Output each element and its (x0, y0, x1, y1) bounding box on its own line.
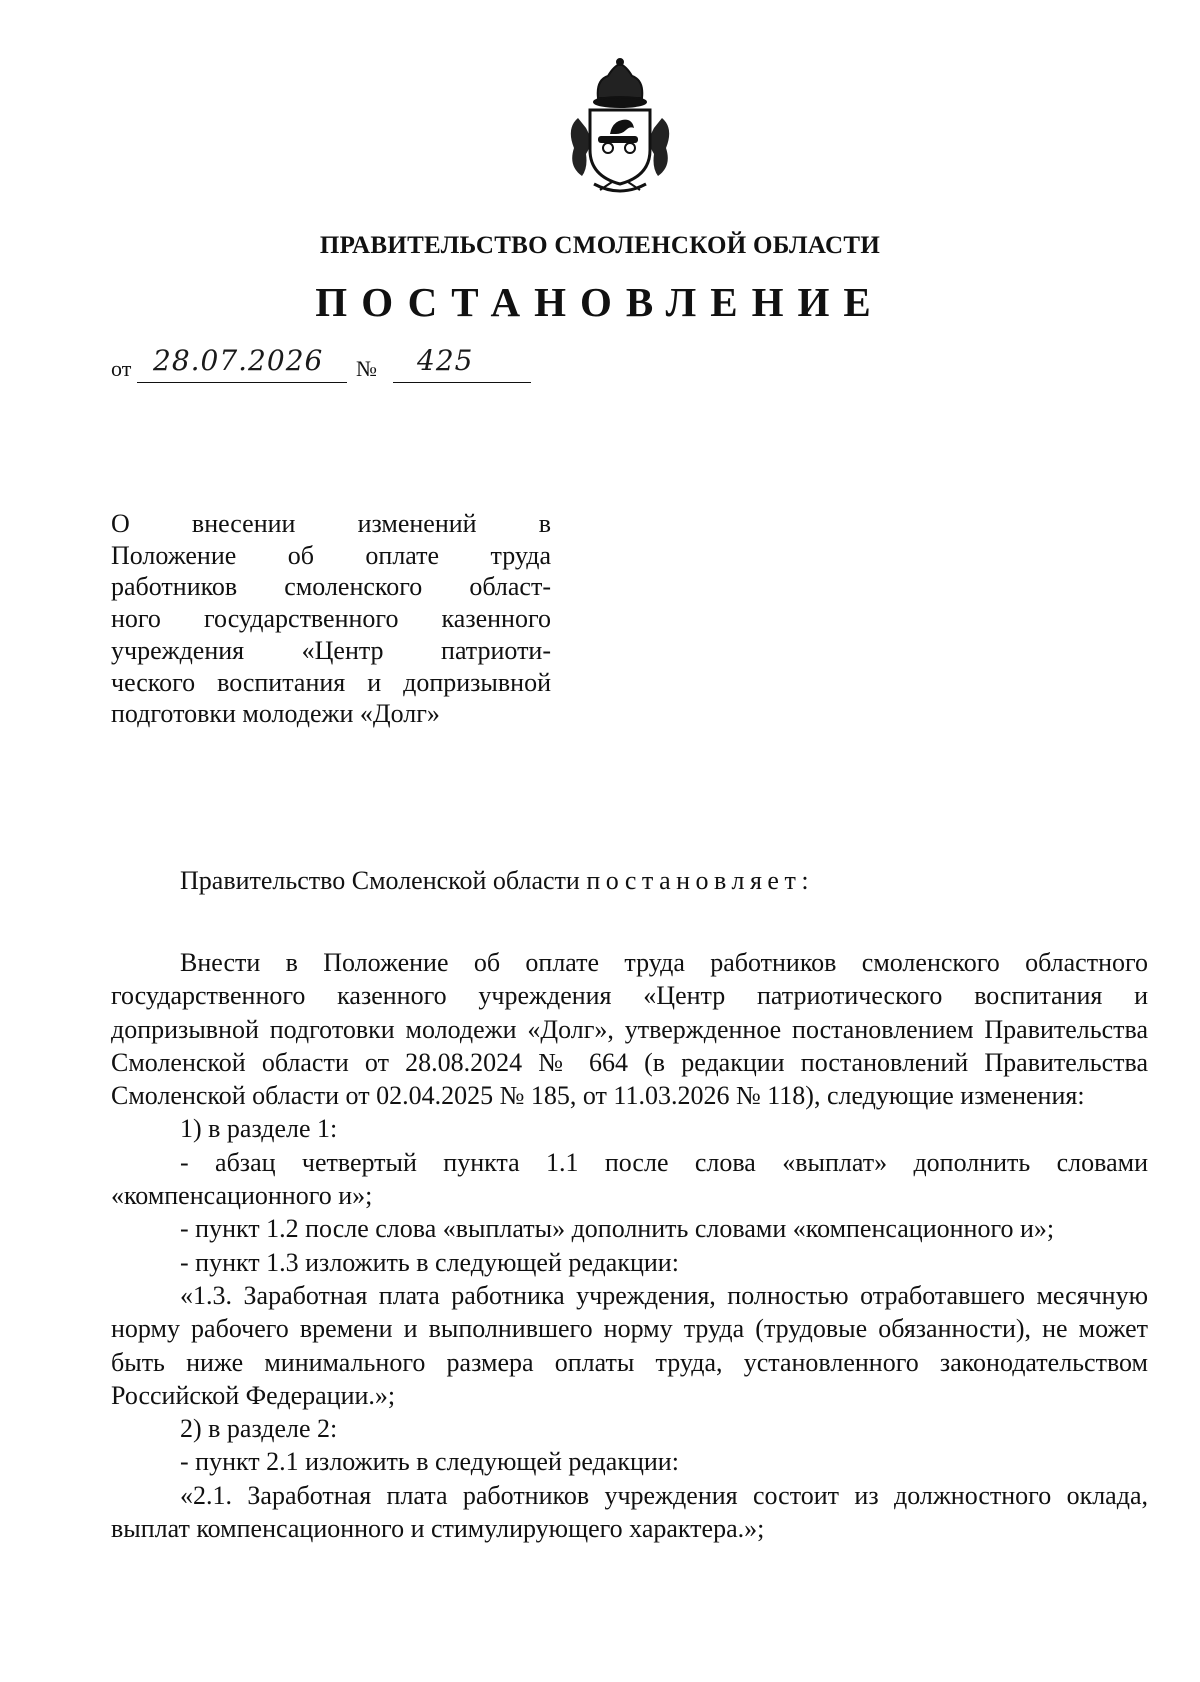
subject-line: подготовки молодежи «Долг» (111, 699, 440, 729)
number-label: № (356, 356, 377, 381)
subject-line: О внесении изменений в (111, 509, 551, 538)
document-body (111, 946, 1148, 1545)
subject-line: работников смоленского област- (111, 572, 551, 602)
handwritten-number: 425 (417, 344, 474, 377)
item-2-1: - пункт 2.1 изложить в следующей редакции: (180, 1447, 679, 1477)
item-1-3: - пункт 1.3 изложить в следующей редакции: (180, 1247, 679, 1277)
item-1-1: - абзац четвертый пункта 1.1 после слова «выплат» дополнить словами «компенсационного и»; (111, 1147, 1148, 1211)
item-1-2: - пункт 1.2 после слова «выплаты» дополнить словами «компенсационного и»; (180, 1214, 1055, 1244)
section-1-heading: 1) в разделе 1: (180, 1114, 338, 1144)
number-underline (393, 382, 531, 383)
document-type: ПОСТАНОВЛЕНИЕ (315, 279, 885, 325)
decree-verb: постановляет: (586, 866, 815, 895)
date-underline (137, 382, 347, 383)
decree-lead: Правительство Смоленской области (180, 866, 580, 895)
subject-line: учреждения «Центр патриоти- (111, 635, 551, 665)
handwritten-date: 28.07.2026 (153, 344, 324, 377)
subject-block (111, 508, 551, 730)
decree-statement (180, 866, 814, 896)
subject-line: ческого воспитания и допризывной (111, 667, 551, 697)
section-2-heading: 2) в разделе 2: (180, 1414, 338, 1444)
government-title: ПРАВИТЕЛЬСТВО СМОЛЕНСКОЙ ОБЛАСТИ (319, 232, 881, 259)
intro-paragraph: Внести в Положение об оплате труда работников смоленского областного государственного казенного учреждения «Центр патриотического воспитания и допризывной подготовки молодежи «Долг», утвержденное постановлением Правительства Смоленской области от 28.08.2024 № 664 (в редакции постановлений Правительства Смоленской области от 02.04.2025 № 185, от 11.03.2026 № 118), следующие изменения: (111, 948, 1148, 1111)
subject-line: Положение об оплате труда (111, 540, 551, 570)
date-label: от (111, 356, 132, 381)
subject-line: ного государственного казенного (111, 604, 551, 634)
item-2-1-text: «2.1. Заработная плата работников учреждения состоит из должностного оклада, выплат компенсационного и стимулирующего характера.»; (111, 1480, 1148, 1544)
coat-of-arms-icon (560, 58, 680, 198)
item-1-3-text: «1.3. Заработная плата работника учреждения, полностью отработавшего месячную норму рабочего времени и выполнившего норму труда (трудовые обязанности), не может быть ниже минимального размера оплаты труда, установленного законодательством Российской Федерации.»; (111, 1280, 1148, 1410)
